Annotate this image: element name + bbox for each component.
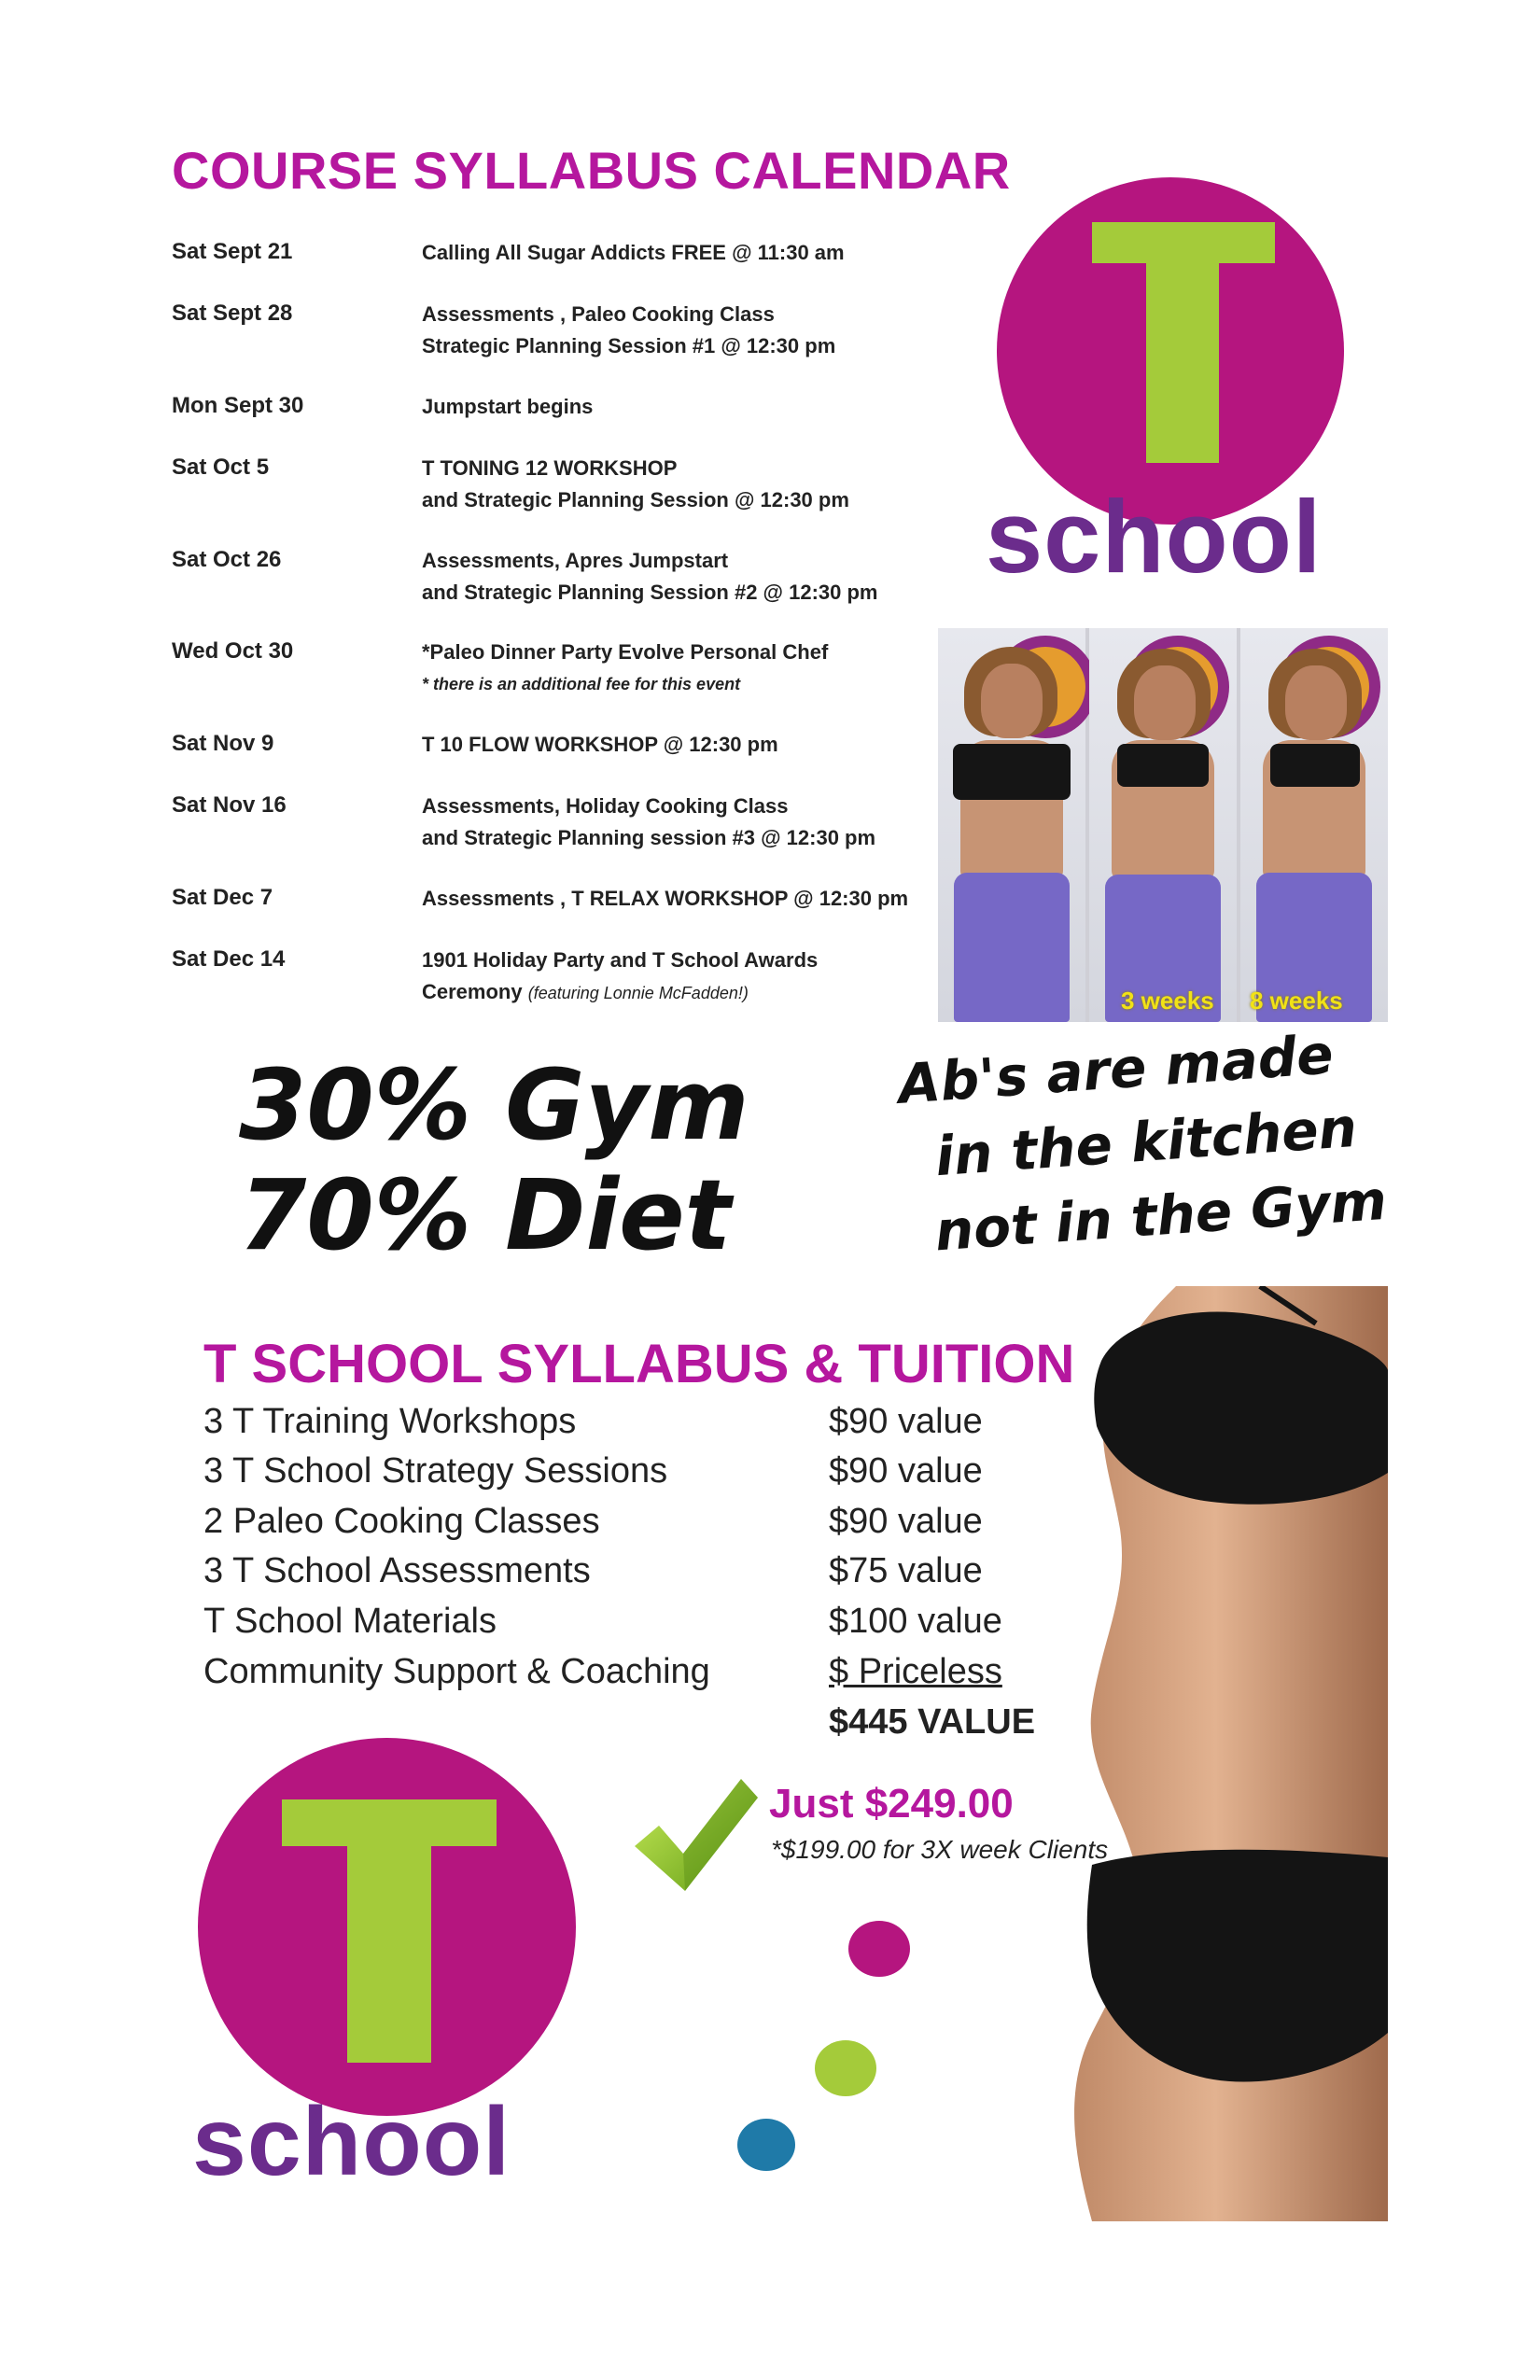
logo-t-stem [1146, 222, 1219, 463]
tuition-value: $90 value [829, 1502, 983, 1541]
label-8-weeks: 8 weeks [1250, 987, 1343, 1015]
gym-diet-slogan: 30% Gym 70% Diet [239, 1048, 749, 1272]
photo-3-weeks [1089, 628, 1237, 1022]
tuition-value: $100 value [829, 1602, 1002, 1641]
event-description: *Paleo Dinner Party Evolve Personal Chef * there is an additional fee for this event [422, 637, 828, 700]
event-date: Sat Sept 21 [172, 239, 293, 264]
event-description: Calling All Sugar Addicts FREE @ 11:30 am [422, 241, 845, 264]
logo-wordmark: school [192, 2088, 511, 2196]
teal-dot [737, 2119, 795, 2171]
before-after-photos [938, 628, 1388, 1022]
tuition-title: T SCHOOL SYLLABUS & TUITION [203, 1334, 1075, 1394]
tuition-item: 2 Paleo Cooking Classes [203, 1502, 600, 1541]
event-date: Sat Sept 28 [172, 301, 293, 326]
tuition-item: T School Materials [203, 1602, 497, 1641]
event-description: Assessments , Paleo Cooking Class Strategic Planning Session #1 @ 12:30 pm [422, 302, 836, 357]
tuition-item: 3 T Training Workshops [203, 1402, 577, 1441]
logo-t-stem [347, 1799, 431, 2063]
tuition-item: 3 T School Strategy Sessions [203, 1451, 668, 1491]
checkmark-icon [631, 1773, 762, 1895]
event-date: Sat Dec 14 [172, 946, 286, 972]
label-3-weeks: 3 weeks [1121, 987, 1214, 1015]
event-date: Sat Oct 5 [172, 455, 270, 480]
photo-before [938, 628, 1085, 1022]
event-description: Assessments, Apres Jumpstart and Strategic Planning Session #2 @ 12:30 pm [422, 549, 878, 604]
tuition-value: $90 value [829, 1451, 983, 1491]
lime-dot [815, 2040, 876, 2096]
event-date: Sat Dec 7 [172, 885, 273, 910]
event-note: * there is an additional fee for this event [422, 675, 741, 693]
event-description: T 10 FLOW WORKSHOP @ 12:30 pm [422, 733, 778, 756]
abs-kitchen-slogan: Ab's are made in the kitchen not in the Gym [896, 1022, 1389, 1264]
model-figure [1036, 1286, 1388, 2221]
event-date: Sat Nov 9 [172, 731, 274, 756]
tuition-value: $ Priceless [829, 1652, 1002, 1691]
event-date: Sat Nov 16 [172, 792, 287, 818]
event-description: T TONING 12 WORKSHOP and Strategic Planning Session @ 12:30 pm [422, 456, 849, 511]
tuition-total: $445 VALUE [829, 1702, 1036, 1742]
event-description: Jumpstart begins [422, 395, 594, 418]
magenta-dot [848, 1921, 910, 1977]
tuition-item: 3 T School Assessments [203, 1551, 591, 1590]
tuition-value: $75 value [829, 1551, 983, 1590]
calendar-title: COURSE SYLLABUS CALENDAR [172, 141, 1011, 200]
event-description: Assessments, Holiday Cooking Class and Strategic Planning session #3 @ 12:30 pm [422, 794, 876, 849]
logo-wordmark: school [986, 480, 1323, 595]
price-label: Just $249.00 [769, 1781, 1014, 1827]
event-description: Assessments , T RELAX WORKSHOP @ 12:30 pm [422, 887, 909, 910]
event-date: Sat Oct 26 [172, 547, 282, 572]
tuition-value: $90 value [829, 1402, 983, 1441]
photo-8-weeks [1240, 628, 1388, 1022]
price-note: *$199.00 for 3X week Clients [771, 1835, 1109, 1864]
event-description: 1901 Holiday Party and T School Awards Ceremony (featuring Lonnie McFadden!) [422, 948, 819, 1003]
event-date: Mon Sept 30 [172, 393, 304, 418]
event-date: Wed Oct 30 [172, 638, 294, 664]
tuition-item: Community Support & Coaching [203, 1652, 710, 1691]
event-feature-note: (featuring Lonnie McFadden!) [527, 984, 749, 1002]
